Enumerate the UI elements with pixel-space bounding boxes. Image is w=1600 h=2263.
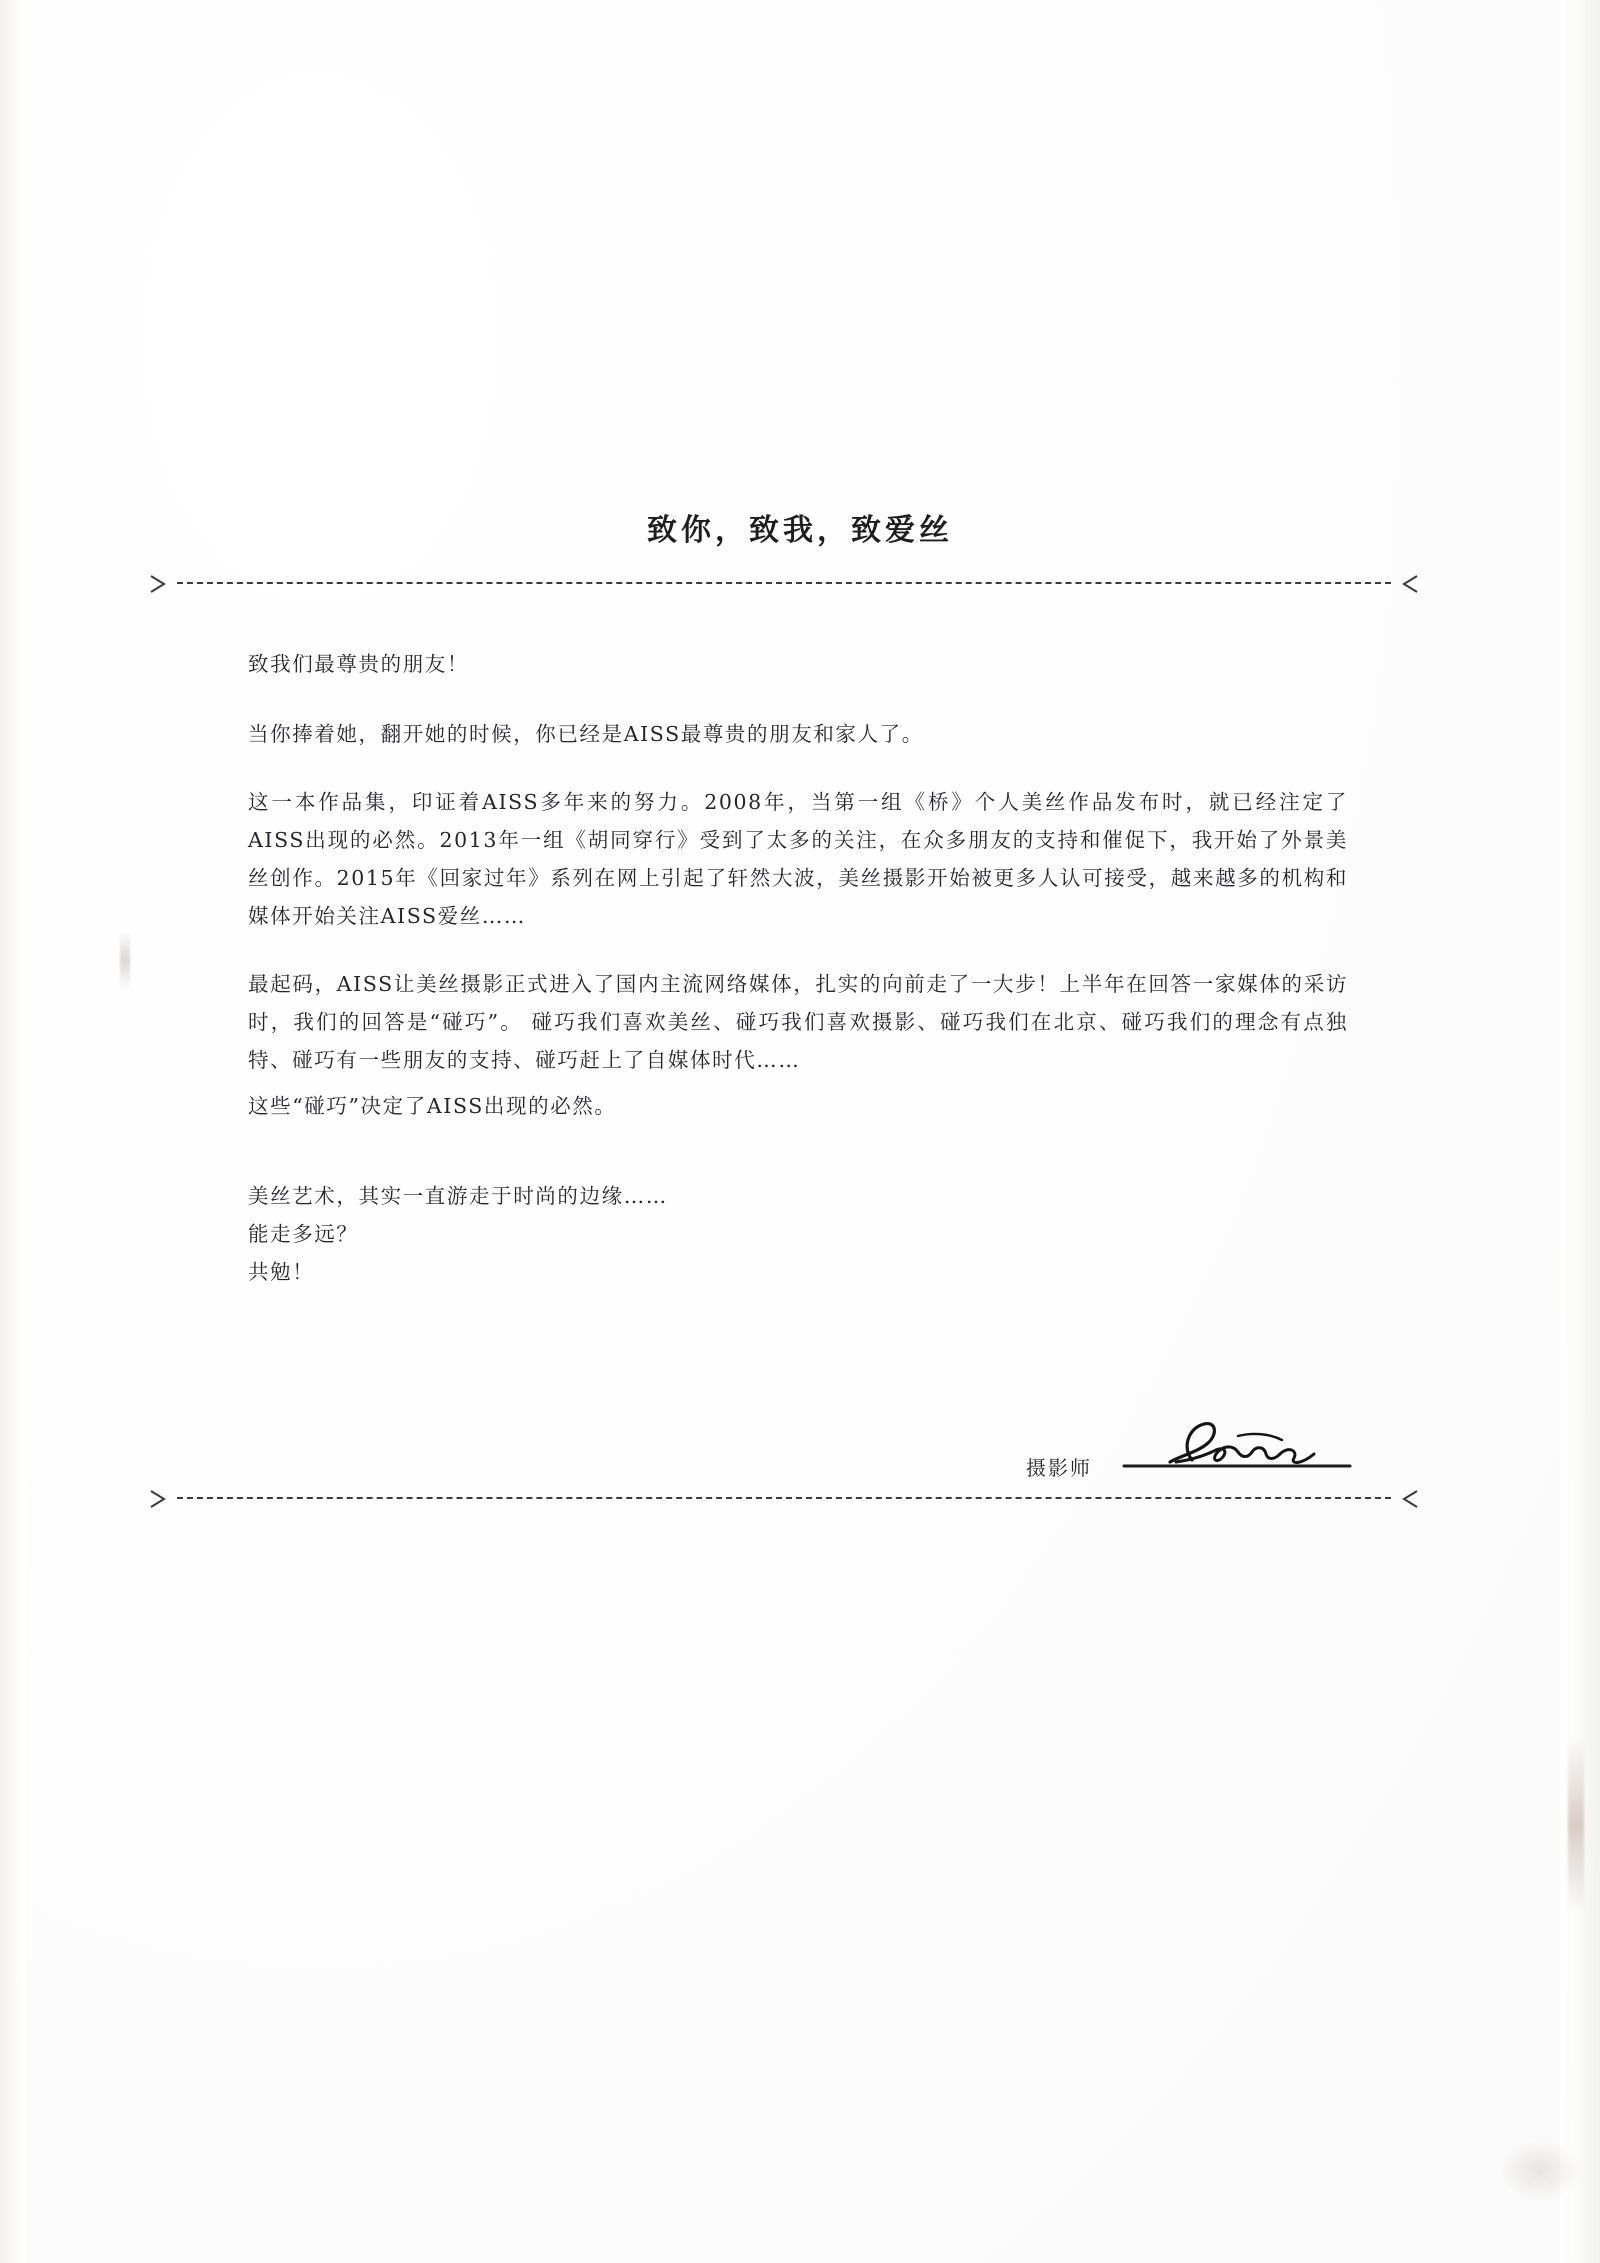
letter-paragraph-6: 能走多远？ bbox=[248, 1222, 359, 1246]
divider-line bbox=[177, 582, 1391, 584]
letter-spacer bbox=[248, 1155, 1348, 1177]
chevron-right-icon bbox=[149, 575, 173, 593]
divider-top bbox=[155, 575, 1413, 577]
signature-label: 摄影师 bbox=[1026, 1456, 1092, 1480]
letter-paragraph-1: 当你捧着她，翻开她的时候，你已经是AISS最尊贵的朋友和家人了。 bbox=[248, 722, 924, 746]
chevron-right-icon bbox=[149, 1490, 173, 1508]
signature-handwriting-icon bbox=[1118, 1410, 1358, 1490]
letter-paragraph-7: 共勉！ bbox=[248, 1260, 315, 1284]
signature-block bbox=[0, 1418, 1600, 1498]
letter-paragraph-4: 这些“碰巧”决定了AISS出现的必然。 bbox=[248, 1094, 617, 1118]
letter-body bbox=[248, 645, 1348, 1291]
divider-line bbox=[177, 1497, 1391, 1499]
letter-salutation: 致我们最尊贵的朋友！ bbox=[248, 652, 469, 676]
chevron-left-icon bbox=[1395, 1490, 1419, 1508]
page-title: 致你，致我，致爱丝 bbox=[647, 513, 953, 548]
chevron-left-icon bbox=[1395, 575, 1419, 593]
divider-bottom bbox=[155, 1490, 1413, 1492]
letter-paragraph-5: 美丝艺术，其实一直游走于时尚的边缘…… bbox=[248, 1184, 668, 1208]
letter-paragraph-3: 最起码，AISS让美丝摄影正式进入了国内主流网络媒体，扎实的向前走了一大步！上半年在回答一家媒体的采访时，我们的回答是“碰巧”。 碰巧我们喜欢美丝、碰巧我们喜欢摄影、碰巧我们在北京、碰巧我们的理念有点独特、碰巧有一些朋友的支持、碰巧赶上了自媒体时代…… bbox=[248, 972, 1348, 1072]
letter-paragraph-2: 这一本作品集，印证着AISS多年来的努力。2008年，当第一组《桥》个人美丝作品发布时，就已经注定了AISS出现的必然。2013年一组《胡同穿行》受到了太多的关注，在众多朋友的支持和催促下，我开始了外景美丝创作。2015年《回家过年》系列在网上引起了轩然大波，美丝摄影开始被更多人认可接受，越来越多的机构和媒体开始关注AISS爱丝…… bbox=[248, 790, 1348, 928]
